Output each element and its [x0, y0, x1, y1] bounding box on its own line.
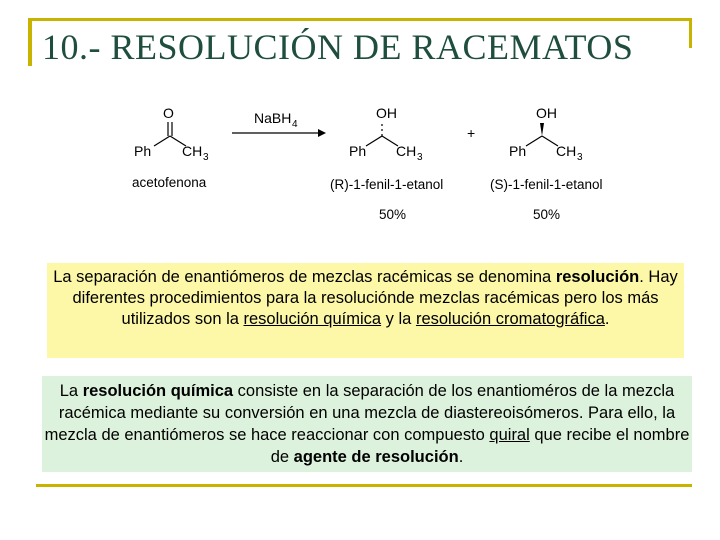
- top-accent-line: [28, 18, 692, 21]
- box2-text-3: que recibe el nombre de: [270, 426, 690, 466]
- reagent-label: NaBH: [254, 110, 292, 126]
- product-r-name: (R)-1-fenil-1-etanol: [330, 177, 444, 192]
- product-s-percent: 50%: [533, 207, 561, 222]
- product-s: [490, 105, 603, 222]
- product-s-name: (S)-1-fenil-1-etanol: [490, 177, 603, 192]
- box2-term-agente: agente de resolución: [293, 448, 459, 466]
- right-accent-line: [689, 18, 692, 48]
- product-s-sub3: 3: [577, 152, 583, 163]
- product-r-ph: Ph: [349, 143, 367, 159]
- box2-text-1: La: [59, 382, 83, 400]
- reactant-name: acetofenona: [132, 175, 207, 190]
- box1-text-4: .: [604, 310, 610, 328]
- product-r-oh: OH: [376, 105, 397, 121]
- left-accent-line: [28, 18, 32, 66]
- reactant-acetophenone: [132, 105, 209, 190]
- reaction-scheme: [120, 96, 640, 236]
- box2-text-4: .: [458, 448, 464, 466]
- box1-link-resolucion-quimica: resolución química: [243, 310, 382, 328]
- reactant-sub3: 3: [203, 152, 209, 163]
- product-r-sub3: 3: [417, 152, 423, 163]
- bottom-accent-line: [36, 484, 692, 487]
- box1-text-1: La separación de enantiómeros de mezclas racémicas se denomina: [53, 268, 552, 286]
- product-s-oh: OH: [536, 105, 557, 121]
- product-s-ph: Ph: [509, 143, 527, 159]
- chemical-resolution-box: [42, 376, 692, 472]
- reactant-ph: Ph: [134, 143, 152, 159]
- definition-box: [47, 263, 684, 358]
- box2-term-resolucion-quimica: resolución química: [82, 382, 234, 400]
- reactant-ch: CH: [182, 143, 203, 159]
- slide-title: 10.- RESOLUCIÓN DE RACEMATOS: [42, 27, 634, 67]
- product-r-percent: 50%: [379, 207, 407, 222]
- product-r: [330, 105, 443, 222]
- box1-term-resolucion: resolución: [555, 268, 640, 286]
- box2-text-2: consiste en la separación de los enantioméros de la mezcla racémica mediante su conversión en una mezcla de diastereoisómeros. Para ello, la mezcla de enantiómeros se hace reaccionar con compuesto: [44, 382, 676, 444]
- reaction-arrow: [232, 110, 326, 137]
- box1-link-resolucion-cromatografica: resolución cromatográfica: [415, 310, 605, 328]
- reagent-sub: 4: [292, 119, 298, 130]
- product-r-ch: CH: [396, 143, 417, 159]
- product-s-ch: CH: [556, 143, 577, 159]
- box2-term-quiral: quiral: [489, 426, 530, 444]
- box1-text-2: . Hay diferentes procedimientos para la resolucióndе mezclas racémicas pero los más utilizados son la: [72, 268, 678, 328]
- plus-sign: +: [467, 125, 476, 141]
- reactant-oxygen: O: [163, 105, 174, 121]
- box1-text-3: y la: [381, 310, 416, 328]
